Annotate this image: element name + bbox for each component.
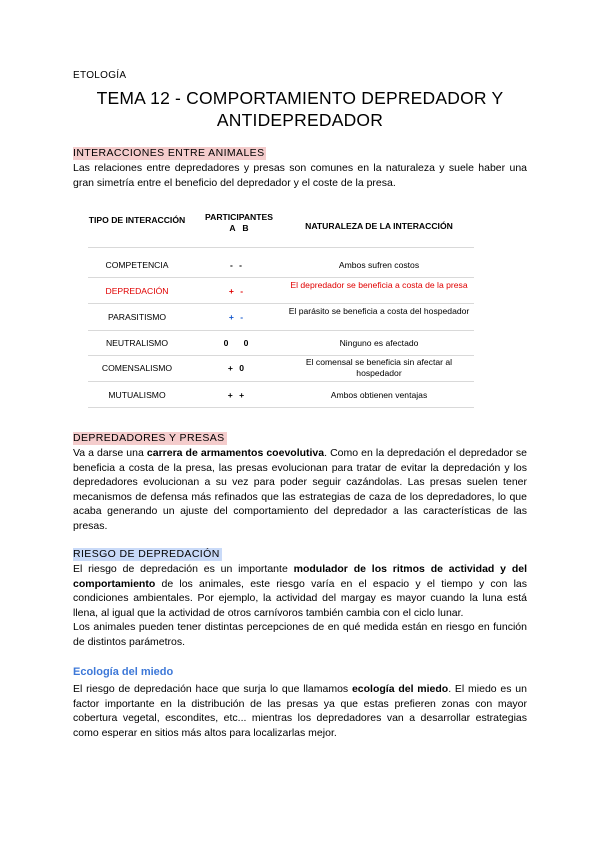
table-divider xyxy=(88,355,474,356)
row-type-neutralismo: NEUTRALISMO xyxy=(105,338,169,348)
subject-label: ETOLOGÍA xyxy=(73,70,127,81)
row-type-depredacion: DEPREDACIÓN xyxy=(105,286,169,296)
paragraph: Los animales pueden tener distintas percepciones de en qué medida están en riesgo en función de distintos parámetros. xyxy=(73,621,527,648)
page-title: TEMA 12 - COMPORTAMIENTO DEPREDADOR Y ANTIDEPREDADOR xyxy=(96,88,504,130)
table-divider xyxy=(88,381,474,382)
section-heading-depredadores: DEPREDADORES Y PRESAS xyxy=(73,432,225,444)
paragraph: El riesgo de depredación hace que surja lo que llamamos ecología del miedo. El miedo es un factor importante en la distribución de las presas ya que estas prefieren zonas con mayor cobertura vegetal, escondites, etc... mientras los depredadores van a desarrollar estrategias como esperar en sitios más altos para localizarlas mejor. xyxy=(73,683,527,739)
table-header-participants: PARTICIPANTES xyxy=(205,212,273,222)
row-nature-depredacion: El depredador se beneficia a costa de la presa xyxy=(290,280,468,290)
row-type-mutualismo: MUTUALISMO xyxy=(108,390,166,400)
table-divider xyxy=(88,247,474,248)
table-header-ab: A B xyxy=(229,223,249,233)
table-header-type: TIPO DE INTERACCIÓN xyxy=(88,215,186,225)
row-nature-neutralismo: Ninguno es afectado xyxy=(339,338,419,348)
row-type-comensalismo: COMENSALISMO xyxy=(101,363,173,373)
row-type-parasitismo: PARASITISMO xyxy=(107,312,167,322)
section-heading-interacciones: INTERACCIONES ENTRE ANIMALES xyxy=(73,147,265,159)
row-nature-competencia: Ambos sufren costos xyxy=(338,260,420,270)
section-text-depredadores xyxy=(73,446,527,534)
paragraph: Va a darse una carrera de armamentos coevolutiva. Como en la depredación el depredador se beneficia a costa de la presa, las presas evolucionan para tratar de evitar la depredación y los depredadores evolucionan a su vez para poder seguir cazándolas. Las presas suelen tener mecanismos de defensa más refinados que las estrategias de caza de los depredadores, lo que acaba generando un ajuste del comportamiento del depredador a las características de las presas. xyxy=(73,447,528,532)
section-text-riesgo xyxy=(73,562,527,650)
row-nature-mutualismo: Ambos obtienen ventajas xyxy=(330,390,428,400)
row-type-competencia: COMPETENCIA xyxy=(105,260,169,270)
row-signs-depredacion: + - xyxy=(228,286,246,296)
table-divider xyxy=(88,303,474,304)
row-signs-comensalismo: + 0 xyxy=(227,363,247,373)
subsection-heading-ecologia: Ecología del miedo xyxy=(73,666,174,678)
paragraph: El riesgo de depredación es un importante modulador de los ritmos de actividad y del comportamiento de los animales, este riesgo varía en el espacio y el tiempo y con las condiciones ambientales. Por ejemplo, la actividad del margay es mayor cuando la luna está llena, al igual que la actividad de otros carnívoros también cambia con el ciclo lunar. xyxy=(73,563,527,619)
interaction-table xyxy=(88,210,474,410)
table-divider xyxy=(88,277,474,278)
row-signs-parasitismo: + - xyxy=(228,312,246,322)
paragraph: Las relaciones entre depredadores y presas son comunes en la naturaleza y suele haber una gran simetría entre el beneficio del depredador y el coste de la presa. xyxy=(73,162,527,189)
section-text-ecologia xyxy=(73,682,527,740)
table-header-nature: NATURALEZA DE LA INTERACCIÓN xyxy=(305,221,453,231)
table-divider xyxy=(88,330,474,331)
row-signs-mutualismo: + + xyxy=(227,390,247,400)
row-nature-comensalismo: El comensal se beneficia sin afectar al hospedador xyxy=(305,357,453,378)
row-nature-parasitismo: El parásito se beneficia a costa del hospedador xyxy=(288,306,470,316)
row-signs-competencia: - - xyxy=(229,260,245,270)
table-divider xyxy=(88,407,474,408)
section-text-interacciones xyxy=(73,161,527,190)
section-heading-riesgo: RIESGO DE DEPREDACIÓN xyxy=(73,548,220,560)
row-signs-neutralismo: 0 0 xyxy=(223,338,251,348)
